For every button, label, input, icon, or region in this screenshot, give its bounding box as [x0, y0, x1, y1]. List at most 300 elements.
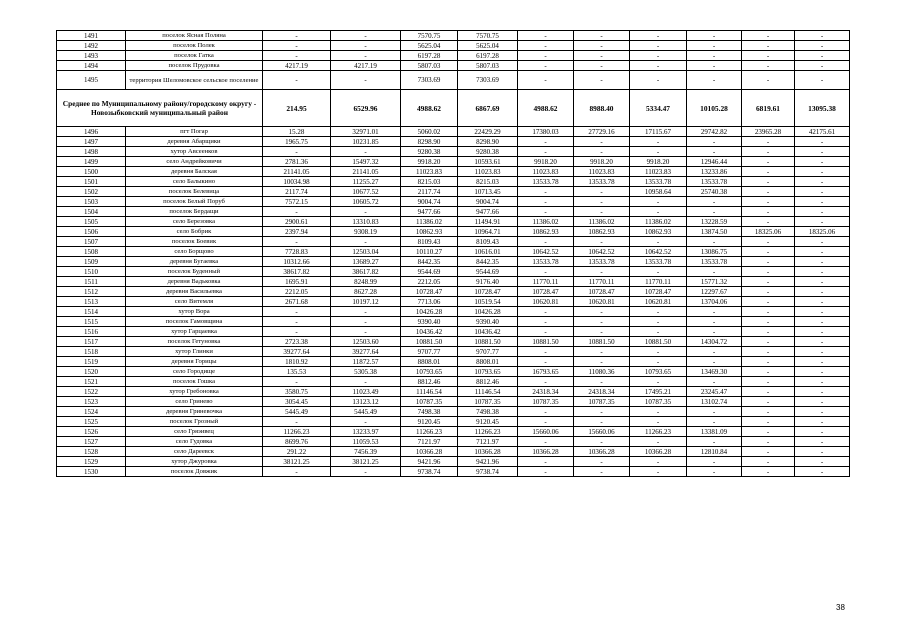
table-cell: 11266.23 [263, 427, 331, 437]
table-cell: 8627.28 [331, 287, 401, 297]
table-cell: - [518, 61, 574, 71]
table-cell: - [742, 157, 795, 167]
table-row [57, 167, 850, 177]
table-cell: - [630, 377, 687, 387]
row-number: 1527 [57, 437, 126, 447]
table-cell: - [574, 417, 630, 427]
table-cell: 8109.43 [401, 237, 458, 247]
table-cell: 11494.91 [458, 217, 518, 227]
table-cell: 7570.75 [401, 31, 458, 41]
table-cell: 10787.35 [574, 397, 630, 407]
table-cell: 8248.99 [331, 277, 401, 287]
table-cell: - [742, 197, 795, 207]
table-cell: 10620.81 [574, 297, 630, 307]
table-cell: 9280.38 [401, 147, 458, 157]
table-row [57, 337, 850, 347]
row-number: 1509 [57, 257, 126, 267]
table-cell: 39277.64 [331, 347, 401, 357]
table-cell: - [795, 437, 850, 447]
table-cell: 10787.35 [458, 397, 518, 407]
table-cell: - [574, 437, 630, 447]
row-number: 1510 [57, 267, 126, 277]
table-cell: 3580.75 [263, 387, 331, 397]
table-row [57, 237, 850, 247]
table-cell: 11023.49 [331, 387, 401, 397]
table-cell: - [630, 237, 687, 247]
settlement-name: деревня Горицы [126, 357, 263, 367]
table-cell: - [742, 277, 795, 287]
table-cell: - [630, 407, 687, 417]
settlement-name: хутор Гарцаевка [126, 327, 263, 337]
table-row [57, 307, 850, 317]
table-cell: - [687, 377, 742, 387]
row-number: 1493 [57, 51, 126, 61]
table-cell: - [795, 157, 850, 167]
table-cell: 11770.11 [630, 277, 687, 287]
table-cell: - [795, 41, 850, 51]
table-cell: 13469.30 [687, 367, 742, 377]
table-cell: - [795, 467, 850, 477]
row-number: 1513 [57, 297, 126, 307]
row-number: 1495 [57, 71, 126, 90]
table-row [57, 347, 850, 357]
table-row [57, 177, 850, 187]
table-cell: 27729.16 [574, 127, 630, 137]
table-cell: - [795, 137, 850, 147]
table-cell: 13533.78 [518, 177, 574, 187]
table-cell: 11266.23 [401, 427, 458, 437]
table-cell: 5445.49 [263, 407, 331, 417]
table-cell: 12946.44 [687, 157, 742, 167]
row-number: 1521 [57, 377, 126, 387]
row-number: 1529 [57, 457, 126, 467]
table-cell: - [331, 417, 401, 427]
table-cell: 10605.72 [331, 197, 401, 207]
row-number: 1503 [57, 197, 126, 207]
table-cell: 7570.75 [458, 31, 518, 41]
table-cell: 11266.23 [630, 427, 687, 437]
table-cell: 7456.39 [331, 447, 401, 457]
row-number: 1528 [57, 447, 126, 457]
table-cell: 13874.50 [687, 227, 742, 237]
table-cell: - [687, 457, 742, 467]
table-cell: 6197.28 [458, 51, 518, 61]
table-row [57, 407, 850, 417]
table-cell: 9004.74 [401, 197, 458, 207]
table-cell: - [795, 407, 850, 417]
row-number: 1516 [57, 327, 126, 337]
table-cell: - [263, 307, 331, 317]
table-cell: 10787.35 [518, 397, 574, 407]
table-cell: 13533.78 [687, 177, 742, 187]
table-cell: - [687, 147, 742, 157]
table-cell: 15771.32 [687, 277, 742, 287]
table-cell: 10881.50 [401, 337, 458, 347]
settlement-name: деревня Бугаевка [126, 257, 263, 267]
table-row [57, 327, 850, 337]
table-row [57, 31, 850, 41]
table-cell: - [574, 147, 630, 157]
table-cell: 9918.20 [630, 157, 687, 167]
table-cell: 21141.05 [263, 167, 331, 177]
table-cell: 5807.03 [458, 61, 518, 71]
table-row [57, 127, 850, 137]
settlement-name: село Балыкино [126, 177, 263, 187]
table-cell: 10713.45 [458, 187, 518, 197]
table-cell: - [518, 417, 574, 427]
table-cell: 13233.97 [331, 427, 401, 437]
table-cell: - [574, 347, 630, 357]
table-cell: 8442.35 [458, 257, 518, 267]
table-cell: 8812.46 [458, 377, 518, 387]
table-cell: 2212.05 [263, 287, 331, 297]
table-row [57, 247, 850, 257]
table-cell: 10197.12 [331, 297, 401, 307]
table-cell: 2900.61 [263, 217, 331, 227]
table-cell: 7728.83 [263, 247, 331, 257]
table-cell: 10231.85 [331, 137, 401, 147]
table-cell: - [795, 457, 850, 467]
table-cell: - [795, 367, 850, 377]
table-cell: 7572.15 [263, 197, 331, 207]
table-cell: 13310.83 [331, 217, 401, 227]
table-cell: - [795, 31, 850, 41]
settlement-name: хутор Гребоновка [126, 387, 263, 397]
row-number: 1526 [57, 427, 126, 437]
row-number: 1517 [57, 337, 126, 347]
table-cell: - [263, 31, 331, 41]
table-cell: 10881.50 [574, 337, 630, 347]
table-cell: - [742, 297, 795, 307]
table-cell: - [518, 437, 574, 447]
table-cell: 10519.54 [458, 297, 518, 307]
table-cell: 10958.64 [630, 187, 687, 197]
row-number: 1508 [57, 247, 126, 257]
table-cell: 10728.47 [574, 287, 630, 297]
table-cell: - [518, 137, 574, 147]
table-cell: 1965.75 [263, 137, 331, 147]
table-cell: - [687, 347, 742, 357]
table-cell: - [795, 287, 850, 297]
table-cell: 10787.35 [401, 397, 458, 407]
table-cell: 135.53 [263, 367, 331, 377]
table-cell: 9176.40 [458, 277, 518, 287]
table-cell: 15497.32 [331, 157, 401, 167]
table-row [57, 90, 850, 127]
table-row [57, 41, 850, 51]
row-number: 1519 [57, 357, 126, 367]
table-cell: - [795, 267, 850, 277]
table-cell: - [687, 237, 742, 247]
table-cell: 11386.02 [574, 217, 630, 227]
settlement-name: поселок Белый Поруб [126, 197, 263, 207]
row-number: 1499 [57, 157, 126, 167]
table-cell: 9004.74 [458, 197, 518, 207]
row-number: 1500 [57, 167, 126, 177]
table-cell: 22429.29 [458, 127, 518, 137]
table-cell: 10881.50 [518, 337, 574, 347]
settlement-name: поселок Гатка [126, 51, 263, 61]
table-cell: 9738.74 [458, 467, 518, 477]
table-cell: - [795, 427, 850, 437]
table-cell: - [518, 377, 574, 387]
table-cell: - [518, 457, 574, 467]
table-cell: 4217.19 [331, 61, 401, 71]
table-cell: - [795, 207, 850, 217]
table-cell: - [795, 357, 850, 367]
table-cell: - [630, 457, 687, 467]
table-cell: 12503.04 [331, 247, 401, 257]
table-cell: 14304.72 [687, 337, 742, 347]
table-cell: - [518, 317, 574, 327]
table-cell: - [331, 307, 401, 317]
table-cell: 2671.68 [263, 297, 331, 307]
table-cell: 5807.03 [401, 61, 458, 71]
table-cell: 10110.27 [401, 247, 458, 257]
table-row [57, 207, 850, 217]
settlement-name: поселок Боевик [126, 237, 263, 247]
table-cell: 10964.71 [458, 227, 518, 237]
table-cell: - [574, 307, 630, 317]
table-cell: - [574, 187, 630, 197]
table-cell: 9120.45 [401, 417, 458, 427]
table-cell: 13123.12 [331, 397, 401, 407]
settlement-name: поселок Белевица [126, 187, 263, 197]
table-cell: - [687, 31, 742, 41]
table-cell: 11872.57 [331, 357, 401, 367]
table-cell: 24318.34 [518, 387, 574, 397]
table-cell: - [630, 467, 687, 477]
table-cell: 16793.65 [518, 367, 574, 377]
table-cell: - [518, 207, 574, 217]
table-cell: 7121.97 [401, 437, 458, 447]
table-cell: - [687, 307, 742, 317]
table-cell: - [331, 377, 401, 387]
settlement-name: село Борщово [126, 247, 263, 257]
table-cell: 214.95 [263, 90, 331, 127]
table-cell: 10616.01 [458, 247, 518, 257]
table-row [57, 357, 850, 367]
table-cell: - [630, 327, 687, 337]
table-cell: - [331, 467, 401, 477]
table-cell: 291.22 [263, 447, 331, 457]
row-number: 1512 [57, 287, 126, 297]
table-row [57, 137, 850, 147]
table-cell: - [518, 41, 574, 51]
settlement-name: пгт Погар [126, 127, 263, 137]
settlement-name: хутор Вора [126, 307, 263, 317]
table-cell: - [518, 327, 574, 337]
table-cell: - [518, 347, 574, 357]
table-cell: - [263, 327, 331, 337]
table-cell: - [574, 31, 630, 41]
row-number: 1507 [57, 237, 126, 247]
table-cell: - [742, 437, 795, 447]
table-cell: - [331, 317, 401, 327]
row-number: 1491 [57, 31, 126, 41]
table-cell: - [630, 347, 687, 357]
table-cell: - [795, 237, 850, 247]
table-cell: - [331, 147, 401, 157]
row-number: 1511 [57, 277, 126, 287]
settlement-name: село Гудовка [126, 437, 263, 447]
table-cell: - [742, 307, 795, 317]
table-cell: 11146.54 [458, 387, 518, 397]
average-label: Среднее по Муниципальному району/городскому округу - Новозыбковский муниципальный район [57, 90, 263, 127]
table-cell: 2781.36 [263, 157, 331, 167]
table-cell: 10426.28 [458, 307, 518, 317]
table-cell: - [795, 217, 850, 227]
table-cell: 10436.42 [401, 327, 458, 337]
table-cell: - [687, 71, 742, 90]
table-cell: 38121.25 [331, 457, 401, 467]
table-cell: 18325.06 [742, 227, 795, 237]
table-cell: 11255.27 [331, 177, 401, 187]
table-cell: - [795, 297, 850, 307]
table-cell: - [795, 347, 850, 357]
table-cell: 9707.77 [458, 347, 518, 357]
table-cell: 2397.94 [263, 227, 331, 237]
table-cell: 13533.78 [574, 177, 630, 187]
table-row [57, 387, 850, 397]
table-cell: 13102.74 [687, 397, 742, 407]
table-cell: 10366.28 [401, 447, 458, 457]
table-row [57, 187, 850, 197]
table-cell: - [630, 267, 687, 277]
table-row [57, 157, 850, 167]
row-number: 1492 [57, 41, 126, 51]
table-cell: - [518, 467, 574, 477]
table-row [57, 467, 850, 477]
table-cell: 11386.02 [518, 217, 574, 227]
table-cell: - [742, 387, 795, 397]
table-cell: 4988.62 [518, 90, 574, 127]
table-cell: 11386.02 [630, 217, 687, 227]
table-cell: - [742, 187, 795, 197]
table-cell: - [263, 71, 331, 90]
table-cell: - [574, 41, 630, 51]
table-cell: 5625.04 [458, 41, 518, 51]
table-row [57, 147, 850, 157]
table-cell: - [518, 407, 574, 417]
table-cell: 6197.28 [401, 51, 458, 61]
table-cell: - [795, 397, 850, 407]
table-cell: 6867.69 [458, 90, 518, 127]
table-cell: 23245.47 [687, 387, 742, 397]
table-cell: 13381.09 [687, 427, 742, 437]
table-cell: - [742, 327, 795, 337]
table-cell: - [518, 51, 574, 61]
table-cell: 11023.83 [574, 167, 630, 177]
settlement-name: поселок Гамовщина [126, 317, 263, 327]
table-cell: 15660.06 [574, 427, 630, 437]
table-cell: - [687, 137, 742, 147]
table-cell: 24318.34 [574, 387, 630, 397]
table-cell: - [795, 447, 850, 457]
table-cell: - [742, 71, 795, 90]
table-cell: 11146.54 [401, 387, 458, 397]
table-cell: 32971.01 [331, 127, 401, 137]
table-cell: - [263, 41, 331, 51]
table-cell: 8109.43 [458, 237, 518, 247]
row-number: 1494 [57, 61, 126, 71]
table-cell: 9918.20 [518, 157, 574, 167]
table-cell: 9477.66 [458, 207, 518, 217]
table-cell: 9918.20 [574, 157, 630, 167]
table-cell: 8988.40 [574, 90, 630, 127]
table-cell: 10366.28 [630, 447, 687, 457]
table-cell: - [574, 207, 630, 217]
settlement-name: поселок Грозный [126, 417, 263, 427]
table-row [57, 367, 850, 377]
table-cell: - [795, 257, 850, 267]
table-cell: - [742, 397, 795, 407]
table-cell: 9707.77 [401, 347, 458, 357]
table-cell: - [518, 237, 574, 247]
table-cell: 7498.38 [401, 407, 458, 417]
table-cell: 8298.90 [458, 137, 518, 147]
row-number: 1525 [57, 417, 126, 427]
table-row [57, 437, 850, 447]
table-cell: 7303.69 [401, 71, 458, 90]
table-cell: - [574, 51, 630, 61]
settlement-name: поселок Буденный [126, 267, 263, 277]
table-cell: 9544.69 [401, 267, 458, 277]
table-cell: 12810.84 [687, 447, 742, 457]
table-row [57, 217, 850, 227]
settlement-name: село Гринево [126, 397, 263, 407]
table-cell: 1810.92 [263, 357, 331, 367]
table-cell: - [742, 447, 795, 457]
table-cell: - [742, 167, 795, 177]
table-cell: - [331, 41, 401, 51]
table-cell: 10793.65 [630, 367, 687, 377]
table-row [57, 287, 850, 297]
table-cell: - [687, 357, 742, 367]
table-cell: 9120.45 [458, 417, 518, 427]
table-cell: - [263, 317, 331, 327]
table-cell: - [630, 61, 687, 71]
table-cell: - [795, 417, 850, 427]
table-cell: - [742, 427, 795, 437]
table-cell: - [630, 207, 687, 217]
settlement-name: село Гряэивец [126, 427, 263, 437]
table-cell: - [687, 267, 742, 277]
table-cell: 13533.78 [518, 257, 574, 267]
table-cell: 11266.23 [458, 427, 518, 437]
table-cell: 15660.06 [518, 427, 574, 437]
table-cell: - [574, 61, 630, 71]
table-cell: - [742, 257, 795, 267]
table-row [57, 297, 850, 307]
row-number: 1497 [57, 137, 126, 147]
row-number: 1504 [57, 207, 126, 217]
page-number: 38 [836, 603, 845, 612]
table-cell: - [687, 417, 742, 427]
table-cell: 2117.74 [263, 187, 331, 197]
table-cell: 8442.35 [401, 257, 458, 267]
table-cell: - [518, 31, 574, 41]
table-cell: - [795, 197, 850, 207]
settlement-name: село Городище [126, 367, 263, 377]
table-cell: - [263, 417, 331, 427]
table-cell: 10728.47 [401, 287, 458, 297]
table-cell: - [263, 237, 331, 247]
table-cell: - [331, 237, 401, 247]
table-cell: - [331, 31, 401, 41]
table-cell: 21141.05 [331, 167, 401, 177]
table-cell: - [331, 51, 401, 61]
